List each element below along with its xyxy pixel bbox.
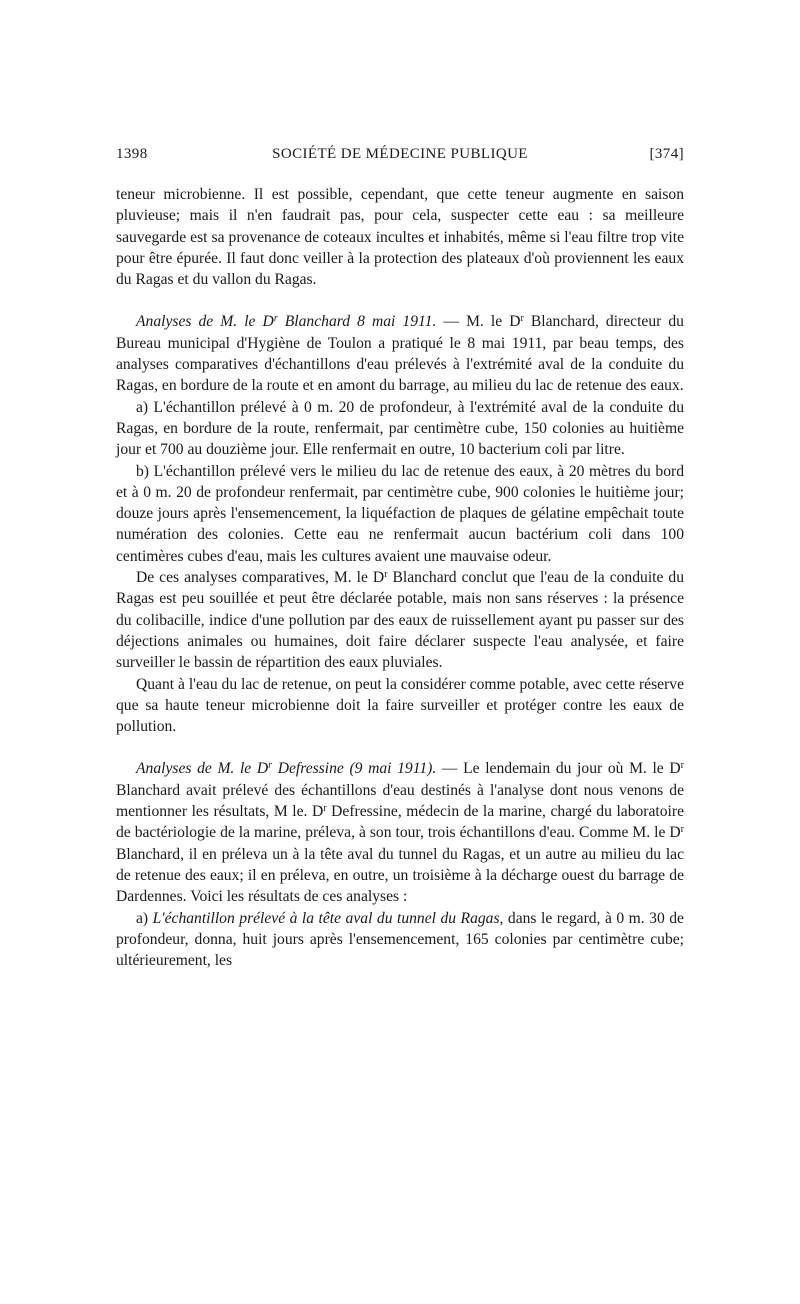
running-title: SOCIÉTÉ DE MÉDECINE PUBLIQUE	[272, 146, 528, 162]
section-title-defressine: Analyses de M. le $D^r$ Defressine (9 mai 1911).	[136, 760, 437, 778]
page-header	[116, 144, 684, 168]
reference-number: [374]	[649, 146, 684, 162]
page-number: 1398	[116, 146, 148, 162]
paragraph-1: teneur microbienne. Il est possible, cependant, que cette teneur augmente en saison pluvieuse; mais il n'en faudrait pas, pour cela, suspecter cette eau : sa meilleure sauvegarde est sa provenance de coteaux incultes et inhabités, même si l'eau filtre trop vite pour être épurée. Il faut donc veiller à la protection des plateaux d'où proviennent les eaux du Ragas et du vallon du Ragas.	[116, 186, 684, 289]
paragraph-conclusion: De ces analyses comparatives, M. le $D^r$ Blanchard conclut que l'eau de la conduite du Ragas est peu souillée et peut être déclarée potable, mais non sans réserves : la présence du colibacille, indice d'une pollution par des eaux de ruissellement ayant pu passer sur des déjections animales ou humaines, doit faire déclarer suspecte l'eau analysée, et faire surveiller le bassin de répartition des eaux pluviales.	[116, 569, 684, 672]
section-blanchard: Analyses de M. le $D^r$ Blanchard 8 mai 1911. — M. le $D^r$ Blanchard, directeur du Bureau municipal d'Hygiène de Toulon a pratiqué le 8 mai 1911, par beau temps, des analyses comparatives d'échantillons d'eau prélevés à l'extrémité aval de la conduite du Ragas, en bordure de la route et en amont du barrage, au milieu du lac de retenue des eaux.	[116, 313, 684, 395]
paragraph-lake: Quant à l'eau du lac de retenue, on peut la considérer comme potable, avec cette réserve que sa haute teneur microbienne doit la faire surveiller et protéger contre les eaux de pollution.	[116, 675, 684, 736]
section-defressine: Analyses de M. le $D^r$ Defressine (9 mai 1911). — Le lendemain du jour où M. le $D^r$ Blanchard avait prélevé des échantillons d'eau destinés à l'analyse dont nous venons de mentionner les résultats, M le. $D^r$ Defressine, médecin de la marine, chargé du laboratoire de bactériologie de la marine, préleva, à son tour, trois échantillons d'eau. Comme M. le $D^r$ Blanchard, il en préleva un à la tête aval du tunnel du Ragas, et un autre au milieu du lac de retenue des eaux; il en préleva, en outre, un troisième à la décharge ouest du barrage de Dardennes. Voici les résultats de ces analyses :	[116, 760, 684, 906]
paragraph-defressine-a: a) L'échantillon prélevé à la tête aval du tunnel du Ragas, dans le regard, à 0 m. 30 de profondeur, donna, huit jours après l'ensemencement, 165 colonies par centimètre cube; ultérieurement, les	[116, 909, 684, 970]
paragraph-sample-b: b) L'échantillon prélevé vers le milieu du lac de retenue des eaux, à 20 mètres du bord et à 0 m. 20 de profondeur renfermait, par centimètre cube, 900 colonies le huitième jour; douze jours après l'ensemencement, la liquéfaction de plaques de gélatine empêchait toute numération des colonies. Cette eau ne renfermait aucun bactérium coli dans 100 centimères cubes d'eau, mais les cultures avaient une mauvaise odeur.	[116, 462, 684, 565]
document-page	[116, 144, 684, 971]
paragraph-sample-a: a) L'échantillon prélevé à 0 m. 20 de profondeur, à l'extrémité aval de la conduite du Ragas, en bordure de la route, renfermait, par centimètre cube, 150 colonies au huitième jour et 700 au douzième jour. Elle renfermait en outre, 10 bacterium coli par litre.	[116, 398, 684, 459]
section-title-blanchard: Analyses de M. le $D^r$ Blanchard 8 mai 1911.	[136, 313, 437, 331]
